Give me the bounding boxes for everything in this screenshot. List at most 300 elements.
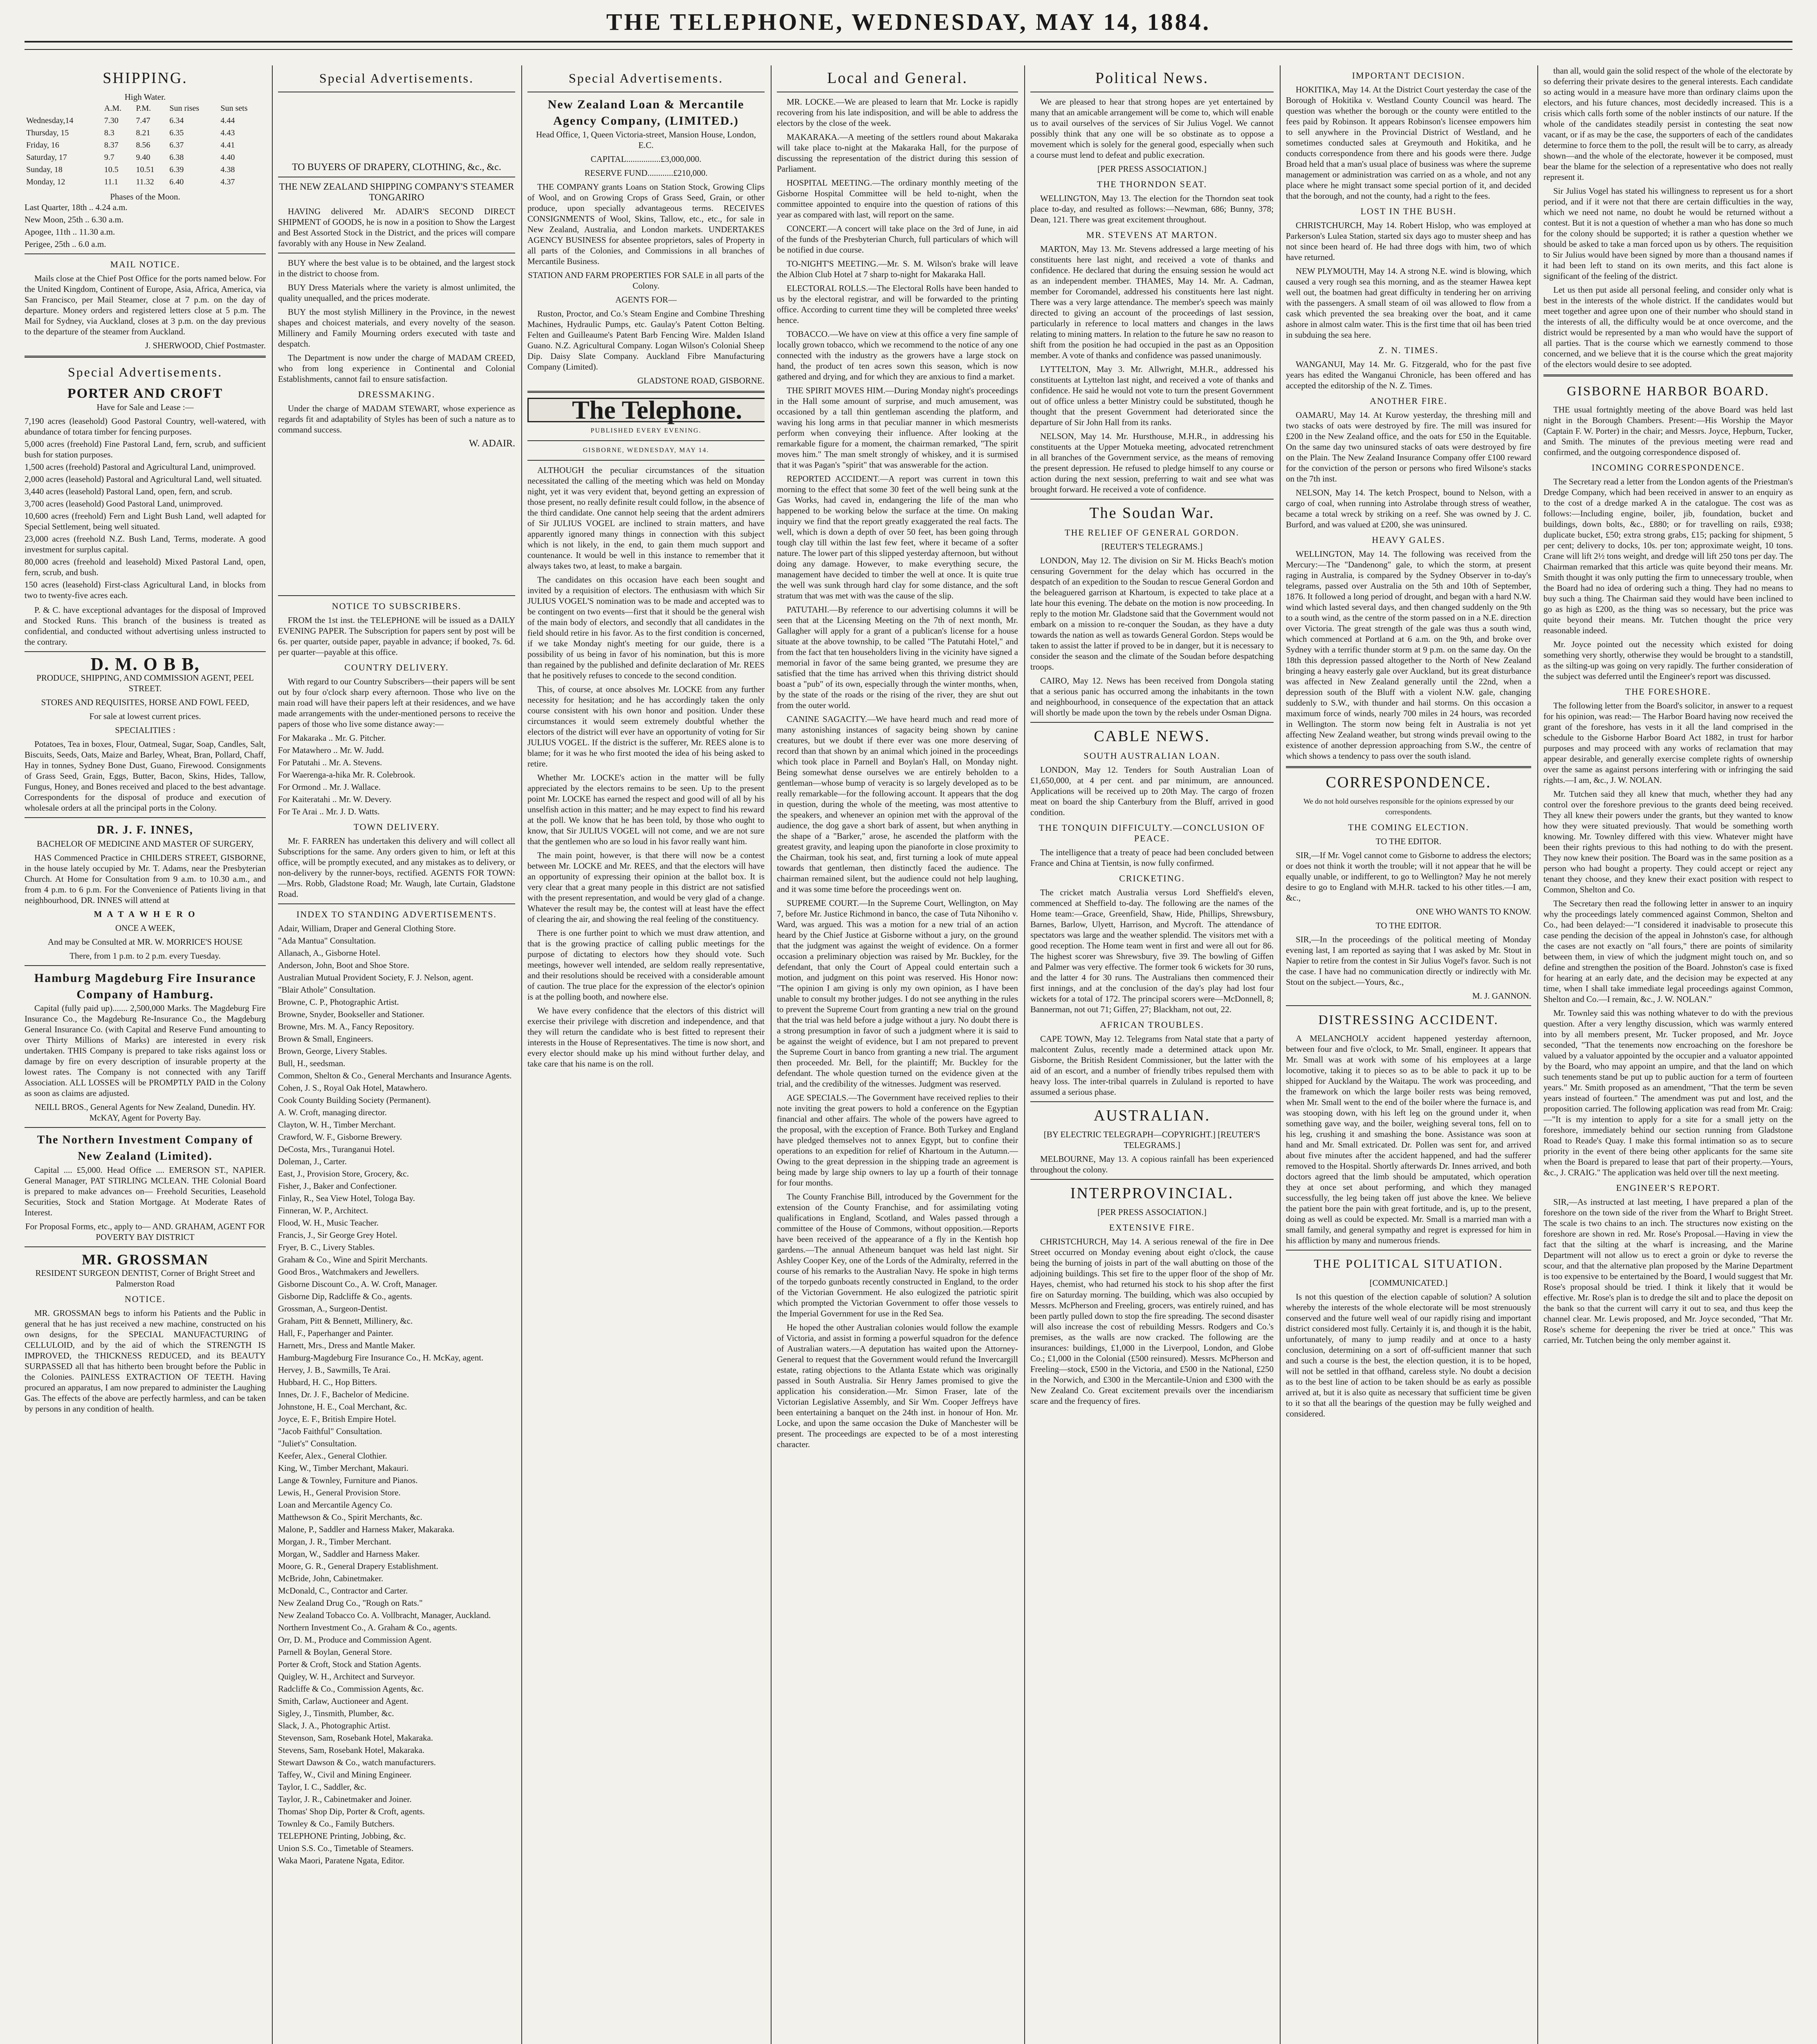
nz-loan-capital: CAPITAL................£3,000,000. — [590, 154, 702, 164]
press-association-label: [PER PRESS ASSOCIATION.] — [1097, 164, 1207, 174]
index-entry: Taylor, I. C., Saddler, &c. — [278, 1782, 367, 1792]
australian-heading: AUSTRALIAN. — [1093, 1107, 1211, 1124]
index-entry: Gisborne Dip, Radcliffe & Co., agents. — [278, 1291, 412, 1301]
bush-title: LOST IN THE BUSH. — [1360, 206, 1457, 216]
section-divider — [25, 1246, 266, 1247]
special-ads-heading: Special Advertisements. — [568, 71, 724, 85]
index-entry: King, W., Timber Merchant, Makauri. — [278, 1463, 409, 1473]
dmo-text: Potatoes, Tea in boxes, Flour, Oatmeal, Sugar, Soap, Candles, Salt, Biscuits, Seeds, Oats, Maize and Barley, Wheat, Bran, Pollard, Chaff, Hay in tonnes, Sydney Bone Dust, Guano, Firewood. Consignments of Grass Seed, Grain, Eggs, Butter, Bacon, Skins, Hides, Tallow, Fungus, Honey, and Bones received and placed to the best advantage. Correspondents for the disposal of produce and execution of wholesale orders at all the principal ports in the Colony. — [25, 739, 266, 813]
news-item: TOBACCO.—We have on view at this office a very fine sample of locally grown tobacco, which we recommend to the notice of any one connected with the industry as the growers have a large stock on hand, the product of ten acres sown this season, which is now gathered and drying, and for which they are anxious to find a market. — [777, 329, 1018, 381]
decision-text: HOKITIKA, May 14. At the District Court yesterday the case of the Borough of Hokitika v. Westland County Council was heard. The question was whether the borough or the county were entitled to the fees paid by Robinson. It appears Robinson's licensee empowers him to sell anywhere in the Provincial District of Westland, and he sometimes conducted sales at Greymouth and Hokitika, and he conducts correspondence from there and his goods were there. Judge Broad held that a man's usual place of business was where the supreme management or administration was carried on as a whole, and not any place where he might transact some special portion of it, and decided that the borough, and not the county, had a right to the fees. — [1286, 85, 1531, 201]
index-entry: Browne, C. P., Photographic Artist. — [278, 997, 399, 1007]
list-item: For Matawhero .. Mr. W. Judd. — [278, 745, 384, 755]
index-entry: Graham, Pitt & Bennett, Millinery, &c. — [278, 1316, 413, 1326]
tongariro-text: HAVING delivered Mr. ADAIR'S SECOND DIRECT SHIPMENT of GOODS, he is now in a position to Show the Largest and Best Assorted Stock in the District, and the prices will compare favorably with any House in New Zealand. — [278, 206, 515, 248]
index-entry: Fryer, B. C., Livery Stables. — [278, 1242, 375, 1252]
nz-loan-address: GLADSTONE ROAD, GISBORNE. — [637, 376, 765, 385]
section-divider — [1030, 1179, 1274, 1180]
news-item: HOSPITAL MEETING.—The ordinary monthly meeting of the Gisborne Hospital Committee will be held to-night, when the committee appointed to enquire into the question of rations of this year as compared with last, will report on the same. — [777, 178, 1018, 220]
decision-title: IMPORTANT DECISION. — [1352, 70, 1465, 81]
index-entry: Allanach, A., Gisborne Hotel. — [278, 948, 381, 958]
gales-title: HEAVY GALES. — [1372, 535, 1445, 545]
subscribers-notice-text: FROM the 1st inst. the TELEPHONE will be issued as a DAILY EVENING PAPER. The Subscription for papers sent by post will be 6s. per quarter, outside paper, payable in advance; if booked, 7s. 6d. per quarter—payable at this office. — [278, 615, 515, 657]
political-news-heading: Political News. — [1095, 69, 1209, 87]
index-entry: TELEPHONE Printing, Jobbing, &c. — [278, 1831, 406, 1841]
porter-croft-subtitle: Have for Sale and Lease :— — [96, 402, 194, 412]
mail-notice-title: MAIL NOTICE. — [110, 259, 180, 269]
news-item: MR. LOCKE.—We are pleased to learn that Mr. Locke is rapidly recovering from his late indisposition, and will be able to address the electors by the close of the week. — [777, 97, 1018, 128]
cable-news-heading: CABLE NEWS. — [1094, 728, 1210, 745]
news-item: MAKARAKA.—A meeting of the settlers round about Makaraka will take place to-night at the Makaraka Hall, for the purpose of discussing the representation of the district during this session of Parliament. — [777, 132, 1018, 174]
column-drapery — [278, 65, 515, 2044]
section-divider — [1286, 1005, 1531, 1006]
index-entry: Johnstone, H. E., Coal Merchant, &c. — [278, 1402, 407, 1412]
column-loan-editorial — [527, 65, 765, 2044]
list-item: 150 acres (leasehold) First-class Agricultural Land, in blocks from two to twenty-five acres each. — [25, 580, 266, 600]
tide-row — [25, 127, 266, 139]
tide-cell: 6.35 — [169, 128, 184, 137]
northern-investment-title: The Northern Investment Company of New Zealand (Limited). — [37, 1134, 253, 1163]
harbor-board-heading: GISBORNE HARBOR BOARD. — [1567, 383, 1770, 398]
index-entry: Sigley, J., Tinsmith, Plumber, &c. — [278, 1708, 394, 1718]
index-entry: Grossman, A., Surgeon-Dentist. — [278, 1304, 388, 1313]
column-local-general — [777, 65, 1018, 2044]
index-entry: Morgan, W., Saddler and Harness Maker. — [278, 1549, 420, 1559]
column-political-news — [1030, 65, 1274, 2044]
index-entry: Crawford, W. F., Gisborne Brewery. — [278, 1132, 402, 1142]
blank-space — [278, 452, 515, 591]
tide-row — [25, 164, 266, 176]
tide-cell: Sunday, 18 — [26, 165, 63, 174]
to-editor-label: TO THE EDITOR. — [1375, 836, 1442, 846]
section-divider — [25, 253, 266, 254]
index-entry: Brown, George, Livery Stables. — [278, 1046, 387, 1056]
hamburg-agents: NEILL BROS., General Agents for New Zealand, Dunedin. HY. McKAY, Agent for Poverty Bay. — [35, 1102, 256, 1123]
list-item: 3,700 acres (leasehold) Good Pastoral Land, unimproved. — [25, 499, 223, 509]
australian-text: MELBOURNE, May 13. A copious rainfall has been experienced throughout the colony. — [1030, 1154, 1274, 1174]
adair-signature: W. ADAIR. — [469, 438, 515, 449]
tide-cell: 6.37 — [169, 141, 184, 150]
communicated-label: [COMMUNICATED.] — [1369, 1278, 1448, 1288]
tide-cell: 6.40 — [169, 177, 184, 186]
index-entry: McBride, John, Cabinetmaker. — [278, 1573, 384, 1583]
drapery-heading: TO BUYERS OF DRAPERY, CLOTHING, &c., &c. — [292, 162, 501, 173]
correspondence-heading: CORRESPONDENCE. — [1326, 774, 1492, 791]
tide-cell: Friday, 16 — [26, 141, 59, 150]
index-entry: Morgan, J. R., Timber Merchant. — [278, 1537, 391, 1546]
section-divider — [278, 903, 515, 904]
to-editor-label: TO THE EDITOR. — [1375, 921, 1442, 930]
innes-title: DR. J. F. INNES, — [97, 824, 193, 836]
nz-loan-text: THE COMPANY grants Loans on Station Stock, Growing Clips of Wool, and on Growing Crops of Grass Seed, Grain, or other produce, upon specially advantageous terms. RECEIVES CONSIGNMENTS of Wool, Skins, Tallow, etc., etc., for sale in New Zealand, Australia, and London markets. UNDERTAKES AGENCY BUSINESS for absentee proprietors, sales of Property in all parts of the Colonies, and Commissions in all branches of Mercantile Business. — [527, 182, 765, 266]
index-entry: Hamburg-Magdeburg Fire Insurance Co., H. McKay, agent. — [278, 1353, 484, 1363]
tide-row — [25, 151, 266, 164]
extensive-fire-title: EXTENSIVE FIRE. — [1109, 1222, 1195, 1233]
tide-cell: 8.56 — [136, 141, 150, 150]
innes-hours: There, from 1 p.m. to 2 p.m. every Tuesday. — [70, 951, 221, 961]
correspondence-disclaimer: We do not hold ourselves responsible for the opinions expressed by our correspondents. — [1303, 797, 1514, 816]
index-entry: DeCosta, Mrs., Turanganui Hotel. — [278, 1144, 395, 1154]
sa-loan-text: LONDON, May 12. Tenders for South Australian Loan of £1,650,000, at 4 per cent. and par minimum, are announced. Applications will be received up to 20th May. The cargo of frozen meat on board the ship Canterbury from the Bluff, arrived in good condition. — [1030, 765, 1274, 817]
section-divider — [25, 651, 266, 652]
cricket-title: CRICKETING. — [1119, 873, 1185, 883]
index-entry: Good Bros., Watchmakers and Jewellers. — [278, 1267, 419, 1277]
tide-row — [25, 114, 266, 127]
local-general-heading: Local and General. — [827, 69, 968, 87]
tide-cell: 8.3 — [104, 128, 114, 137]
index-entry: Browne, Snyder, Bookseller and Stationer. — [278, 1009, 424, 1019]
accident-text: A MELANCHOLY accident happened yesterday afternoon, between four and five o'clock, to Mr. Small, engineer. It appears that Mr. Small was at work with some of his employees at a large locomotive, taking it to pieces so as to be able to pack it up to be shipped for Auckland by the Waitapu. The work was proceeding, and the framework on which the large boiler rests was being removed, when Mr. Small went to the end of the boiler where the furnace is, and was stooping down, with his left leg on the ground under it, when something gave way, and the boiler, weighing several tons, fell on to his leg, crushing it and smashing the bone. Assistance was soon at hand and Mr. Small extricated. Dr. Pollen was sent for, and arrived about five minutes after the accident happened, and had the sufferer removed to the Hospital. Shortly afterwards Dr. Innes arrived, and both doctors agreed that the limb should be amputated, which operation they at once set about performing, and which they managed successfully, the leg being taken off just above the knee. We believe the patient bore the pain with great fortitude, and is, up to the present, doing as well as could be expected. Mr. Small is a married man with a small family, and general sympathy and regret is expressed for him in his affliction by many and numerous friends. — [1286, 1033, 1531, 1245]
index-entry: "Blair Athole" Consultation. — [278, 985, 376, 995]
index-entry: Stevens, Sam, Rosebank Hotel, Makaraka. — [278, 1745, 425, 1755]
index-entry: Browne, Mrs. M. A., Fancy Repository. — [278, 1022, 414, 1031]
country-delivery-text: With regard to our Country Subscribers—their papers will be sent out by four o'clock sharp every afternoon. Those who live on the main road will have their papers left at their residences, and we have made arrangements with the under-mentioned persons to receive the papers of those who live some distance away:— — [278, 677, 515, 729]
incoming-correspondence-title: INCOMING CORRESPONDENCE. — [1591, 462, 1745, 473]
tide-cell: 7.30 — [104, 116, 119, 125]
section-divider — [25, 965, 266, 966]
department-note: The Department is now under the charge of MADAM CREED, who from long experience in Continental and Colonial Establishments, cannot fail to ensure satisfaction. — [278, 353, 515, 384]
dmo-specialities-label: SPECIALITIES : — [115, 725, 175, 735]
editorial-paragraph: Whether Mr. LOCKE's action in the matter will be fully appreciated by the electors remains to be seen. Up to the present point Mr. LOCKE has earned the respect and good will of all by his unselfish action in this matter; and he may expect to find his reward at the poll. We know that he has been told, by those who ought to know, that Sir JULIUS VOGEL will not come, and we are not sure that the gentlemen who are so loud in his favor really want him. — [527, 773, 765, 846]
dressmaking-title: DRESSMAKING. — [358, 389, 435, 399]
special-ads-heading: Special Advertisements. — [67, 365, 223, 379]
tide-cell: 10.51 — [136, 165, 155, 174]
index-entry: McDonald, C., Contractor and Carter. — [278, 1586, 408, 1596]
tide-header-cell: Sun sets — [220, 104, 248, 113]
mail-notice-signature: J. SHERWOOD, Chief Postmaster. — [145, 341, 266, 350]
thorndon-title: THE THORNDON SEAT. — [1097, 179, 1207, 189]
african-text: CAPE TOWN, May 12. Telegrams from Natal state that a party of malcontent Zulus, recently made a determined attack upon Mr. Gisborne, the British Resident Commissioner, but the latter with the aid of an escort, and a number of friendly tribes repulsed them with heavy loss. The inter-tribal quarrels in Zululand is reported to have assumed a serious phase. — [1030, 1034, 1274, 1097]
buy-line: BUY where the best value is to be obtained, and the largest stock in the district to choose from. — [278, 258, 515, 278]
dmo-line: For sale at lowest current prices. — [89, 711, 201, 721]
tide-cell: 11.1 — [104, 177, 119, 186]
index-entry: Porter & Croft, Stock and Station Agents. — [278, 1659, 421, 1669]
grossman-notice-label: NOTICE. — [124, 1294, 166, 1304]
tide-cell: 4.37 — [220, 177, 235, 186]
index-entry: Keefer, Alex., General Clothier. — [278, 1451, 387, 1461]
list-item: 10,600 acres (freehold) Fern and Light Bush Land, well adapted for Special Settlement, being well situated. — [25, 511, 266, 531]
section-divider — [527, 391, 765, 393]
extensive-fire-text: CHRISTCHURCH, May 14. A serious renewal of the fire in Dee Street occurred on Monday evening about eight o'clock, the cause being the burning of joists in part of the wall abutting on those of the adjoining buildings. This set fire to the upper floor of the shop of Mr. Hayes, chemist, who had returned his stock to his shop after the first fire on Saturday morning. The building, which was also occupied by Messrs. McPherson and Freeling, grocers, was entirely ruined, and has been partly pulled down to stop the fire spreading. The second disaster will also increase the cost of rebuilding Messrs. Rodgers and Co.'s premises, as the walls are now cracked. The following are the insurances: buildings, £1,000 in the Liverpool, London, and Globe Co.; £1,000 in the Colonial (£500 reinsured). Messrs. McPherson and Freeling—stock, £500 in the Victoria, and £500 in the National, £250 in the Norwich, and £300 in the Mercantile-Union and £300 with the New Zealand Co. Great excitement prevails over the incendiarism scare and the frequency of fires. — [1030, 1237, 1274, 1406]
foreshore-text: Mr. Townley said this was nothing whatever to do with the previous question. After a very lengthy discussion, which was warmly entered into by all members present, Mr. Tucker proposed, and Mr. Joyce seconded, "That the tenements now encroaching on the foreshore be valued by a valuator appointed by the occupier and a valuator appointed by the Board, who may appoint an umpire, and that the land on which such tenements stand be put up to public auction for a term of fourteen years." Mr. Smith proposed as an amendment, "That the term be seven years instead of fourteen." The amendment was put and lost, and the proposition carried. The following application was read from Mr. Craig:—"It is my intention to apply for a site for a small jetty on the foreshore, immediately behind our section running from Gladstone Road to Reade's Quay. I make this formal intimation so as to secure priority in the event of there being other applicants for the same site when the Board is prepared to lease that part of their property.—Yours, &c., J. CRAIG." The application was held over till the next meeting. — [1543, 1008, 1793, 1177]
tide-cell: 4.38 — [220, 165, 235, 174]
foreshore-text: The Secretary then read the following letter in answer to an inquiry why the proceedings lately commenced against Common, Shelton and Co., had been delayed:—"I considered it inadvisable to prosecute this case pending the decision of the appeal in Johnston's case, for although the cases are not exactly on "all fours," there are points of similarity between them, in view of which the judgment might touch on, and so define and strengthen the position of the Board. Johnston's case is fixed for hearing at an early date, and the decision may be expected at any time, when I shall take immediate legal proceedings against Common, Shelton and Co.—I remain, &c., J. W. NOLAN." — [1543, 899, 1793, 1004]
tide-row — [25, 139, 266, 151]
hamburg-title: Hamburg Magdeburg Fire Insurance Company of Hamburg. — [34, 971, 256, 1001]
index-entry: Flood, W. H., Music Teacher. — [278, 1218, 379, 1228]
continued-text: Let us then put aside all personal feeling, and consider only what is best in the interests of the whole district. If the candidates would but meet together and agree upon one of their number who should stand in the interests of all, the difficulty would be at once overcome, and the district would be represented by a man who would have the support of all parties. That is the course which we earnestly commend to those concerned, and we believe that it is the course which the great majority of the electors would desire to see adopted. — [1543, 285, 1793, 369]
index-entry: Adair, William, Draper and General Clothing Store. — [278, 923, 456, 933]
dmo-subtitle: PRODUCE, SHIPPING, AND COMMISSION AGENT, PEEL STREET. — [36, 673, 254, 693]
dmo-line: STORES AND REQUISITES, HORSE AND FOWL FEED, — [41, 697, 249, 707]
section-divider — [25, 356, 266, 358]
thorndon-text: WELLINGTON, May 13. The election for the Thorndon seat took place to-day, and resulted as follows:—Newman, 686; Bunny, 378; Dean, 121. There was great excitement throughout. — [1030, 193, 1274, 224]
index-entry: Anderson, John, Boot and Shoe Store. — [278, 960, 409, 970]
index-entry: "Ada Mantua" Consultation. — [278, 936, 376, 946]
list-item: For Te Arai .. Mr. J. D. Watts. — [278, 807, 380, 816]
index-entry: New Zealand Tobacco Co. A. Vollbracht, Manager, Auckland. — [278, 1610, 491, 1620]
tide-table-header — [25, 102, 266, 114]
index-entry: East, J., Provision Store, Grocery, &c. — [278, 1169, 409, 1179]
coming-election-title: THE COMING ELECTION. — [1348, 822, 1469, 832]
section-divider — [527, 460, 765, 461]
moon-phases-list — [25, 202, 266, 249]
section-divider — [278, 595, 515, 596]
nz-loan-reserve: RESERVE FUND............£210,000. — [584, 168, 708, 178]
gordon-title: THE RELIEF OF GENERAL GORDON. — [1065, 527, 1239, 538]
continued-text: than all, would gain the solid respect of the whole of the electorate by so deferring their private desires to the general interests. Each candidate so acting would in a measure have more than ordinary claims upon the electors, and his future chances, most decidedly increased. This is a crisis which calls forth some of the nobler instincts of our nature. If the whole of the candidates steadily persist in contesting the seat now vacant, or if as may be the case, the supporters of each of the candidates determine to force them to the poll, the result will be to carry, as already shown—and the whole of the electorate, however it be composed, must bear the blame for the selection of a representative who does not really represent it. — [1543, 66, 1793, 182]
column-divider — [1024, 65, 1025, 2044]
moon-phases-label: Phases of the Moon. — [110, 192, 180, 202]
tide-cell: Monday, 12 — [26, 177, 65, 186]
porter-croft-list — [25, 416, 266, 601]
agents-label: AGENTS FOR— — [615, 295, 677, 305]
masthead-rule-top — [25, 41, 1792, 43]
porter-croft-footer: P. & C. have exceptional advantages for the disposal of Improved and Stocked Runs. This branch of the business is treated as confidential, and conducted without advertising unless instructed to the contrary. — [25, 605, 266, 647]
editorial-paragraph: This, of course, at once absolves Mr. LOCKE from any further necessity for hesitation; and he has accordingly taken the only course consistent with his own honor and position. Under these circumstances it would seem extremely doubtful whether the electors of the district will ever have an opportunity of voting for Sir JULIUS VOGEL. If the district is the sufferer, Mr. REES alone is to blame; for it was he who first mooted the idea of his being asked to retire. — [527, 684, 765, 769]
harbor-board-text: The Secretary read a letter from the London agents of the Priestman's Dredge Company, which had been received in answer to an enquiry as to the cost of a dredge marked A in the catalogue. The cost was as follows:—Including engine, boiler, jib, foundation, bucket and buildings, down bolts, &c., £880; or for travelling on rails, £938; duplicate bucket, £50; extra strong grabs, £15; packing for shipment, 5 per cent; delivery to docks, 10s. per ton; approximate weight, 10 tons. Crane will lift 2½ tons weight, and dredge will lift 250 tons per day. The Chairman remarked that this article was quite beyond their means. Mr. Smith thought it was only putting the firm to unnecessary trouble, when the Board had no idea of ordering such a thing. They had no means to buy such a thing. The Chairman said they would have been inclined to go as high as £200, as the thing was so necessary, but the price was quite beyond their means. Mr. Tutchen thought the price very reasonable indeed. — [1543, 477, 1793, 635]
tide-cell: 11.32 — [136, 177, 154, 186]
hursthouse-text: NELSON, May 14. Mr. Hursthouse, M.H.R., in addressing his constituents at the Upper Motueka meeting, advocated retrenchment in all branches of the Government service, as the means of removing the present depression. He refused to pledge himself to any course or action during the next session, preferring to wait and see what was brought forward. He received a vote of confidence. — [1030, 431, 1274, 494]
wind-text: NEW PLYMOUTH, May 14. A strong N.E. wind is blowing, which caused a very rough sea this morning, and as the steamer Hawea kept well out, the boatmen had great difficulty in tendering her on arriving with the passengers. A small steam of oil was allowed to flow from a cask which prevented the sea breaking over the boat, and it came ashore in almost calm water. This is the first time that oil has been tried in subduing the sea here. — [1286, 266, 1531, 340]
sa-loan-title: SOUTH AUSTRALIAN LOAN. — [1083, 751, 1220, 761]
innes-subtitle: BACHELOR OF MEDICINE AND MASTER OF SURGERY, — [37, 839, 253, 849]
index-entry: Union S.S. Co., Timetable of Steamers. — [278, 1843, 414, 1853]
harbor-board-text: Mr. Joyce pointed out the necessity which existed for doing something very shortly, otherwise they would be brought to a standstill, as the silting-up was going on very rapidly. The further consideration of the subject was deferred until the Engineer's report was discussed. — [1543, 639, 1793, 681]
innes-location: And may be Consulted at MR. W. MORRICE'S HOUSE — [47, 937, 243, 947]
northern-investment-agent: For Proposal Forms, etc., apply to— AND. GRAHAM, AGENT FOR POVERTY BAY DISTRICT — [25, 1221, 265, 1242]
list-item: 5,000 acres (freehold) Fine Pastoral Land, fern, scrub, and sufficient bush for station purposes. — [25, 439, 266, 459]
tide-cell: 4.40 — [220, 153, 235, 162]
news-item: AGE SPECIALS.—The Government have received replies to their note inviting the great powers to hold a conference on the Egyptian financial and other affairs. The whole of the powers have agreed to the proposal, with the exception of France. Both Turkey and England have pledged themselves not to annex Egypt, but to confine their operations to an expedition for relief of Khartoum in the Autumn.—Owing to the great depression in the shipping trade an agreement is being made by large ship owners to lay up a fourth of their tonnage for four months. — [777, 1093, 1018, 1188]
hamburg-text: Capital (fully paid up)....... 2,500,000 Marks. The Magdeburg Fire Insurance Co., the Magdeburg Re-Insurance Co., the Magdeburg General Insurance Co. (with Capital and Reserve Fund amounting to over Thirty Millions of Marks) are interested in every risk undertaken. THIS Company is prepared to take risks against loss or damage by fire on every description of insurable property at the lowest rates. The Company is not connected with any Tariff Association. ALL LOSSES will be PROMPTLY PAID in the Colony as soon as claims are adjusted. — [25, 1003, 266, 1098]
tide-row — [25, 176, 266, 188]
foreshore-title: THE FORESHORE. — [1625, 686, 1712, 697]
porter-croft-title: PORTER AND CROFT — [67, 386, 223, 401]
index-entry: Slack, J. A., Photographic Artist. — [278, 1721, 390, 1730]
section-divider — [1030, 722, 1274, 723]
index-entry: Hall, F., Paperhanger and Painter. — [278, 1328, 393, 1338]
letter-signature: ONE WHO WANTS TO KNOW. — [1416, 907, 1531, 917]
letter-text: SIR,—If Mr. Vogel cannot come to Gisborne to address the electors; or does not think it worth the trouble; will it not appear that he will be equally unable, or indifferent, to go to Wellington? May he not merely desire to go to England with M.H.R. tacked to his other titles.—I am, &c., — [1286, 850, 1531, 903]
harbor-board-intro: THE usual fortnightly meeting of the above Board was held last night in the Borough Chambers. Present:—His Worship the Mayor (Captain F. W. Porter) in the chair; and Messrs. Joyce, Hepburn, Tucker, and Smith. The minutes of the previous meeting were read and confirmed, and the outgoing correspondence disposed of. — [1543, 405, 1793, 457]
country-delivery-title: COUNTRY DELIVERY. — [344, 662, 449, 672]
column-divider — [1280, 65, 1281, 2044]
index-entry: Radcliffe & Co., Commission Agents, &c. — [278, 1684, 424, 1694]
index-title: INDEX TO STANDING ADVERTISEMENTS. — [296, 909, 497, 919]
news-item: THE SPIRIT MOVES HIM.—During Monday night's proceedings in the Hall some amount of surprise, and much amusement, was occasioned by a tall thin gentleman ascending the platform, and waving his long arms in that peculiar manner in which mesmerists perform when conveying their influence. After looking at the remarkable figure for a moment, the chairman remarked, "The spirit moves him." The man smelt strongly of whiskey, and it is surmised that it was Pagan's "spirit" that was answerable for the action. — [777, 385, 1018, 470]
tide-cell: 4.44 — [220, 116, 235, 125]
telegraph-label: [BY ELECTRIC TELEGRAPH—COPYRIGHT.] [REUTER'S TELEGRAMS.] — [1043, 1130, 1261, 1150]
stevens-text: MARTON, May 13. Mr. Stevens addressed a large meeting of his constituents here last night, and received a vote of thanks and confidence. He declared that during the ensuing session he would act as an independent member. THAMES, May 14. Mr. A. Cadman, member for Coromandel, addressed his constituents here last night. There was a very large attendance. The member's speech was mainly directed to giving an account of the proceedings of last session, particularly in reference to local matters and changes in the laws relating to mining matters. In relation to the future he saw no reason to shift from the position he had occupied in the past as an Opposition member. A vote of thanks and confidence was passed unanimously. — [1030, 244, 1274, 360]
editorial-paragraph: The candidates on this occasion have each been sought and invited by a requisition of electors. The enthusiasm with which Sir JULIUS VOGEL'S nomination was to be made and accepted was to be contingent on two events—first that it should be the general wish of the main body of electors, and secondly that all candidates in the field should retire in his favor. As to the first condition is concerned, if we take Monday night's meeting for our guide, there is a possibility of us being in favor of his nomination, but this is more than regained by the published and definite declaration of Mr. REES that he positively refuses to concede to the second condition. — [527, 575, 765, 680]
index-entry: Townley & Co., Family Butchers. — [278, 1819, 395, 1829]
list-item: For Waerenga-a-hika Mr. R. Colebrook. — [278, 770, 415, 780]
list-item: For Patutahi .. Mr. A. Stevens. — [278, 758, 382, 767]
section-divider — [1030, 499, 1274, 500]
section-divider — [25, 817, 266, 818]
foreshore-text: Mr. Tutchen said they all knew that much, whether they had any control over the foreshore previous to the grants deed being received. They all knew their powers under the grants, but they wanted to know how they were situated previously. That would be something worth knowing. Mr. Townley differed with this view. Whatever might have been their rights previous to this had nothing to do with the present. They now knew their position. The Board was in the same position as a person who had bought a property. They could accept or reject any tenant they choose, and they knew their exact position with respect to Common, Shelton and Co. — [1543, 789, 1793, 894]
tide-cell: 6.39 — [169, 165, 184, 174]
section-divider — [1286, 1250, 1531, 1251]
index-entry: "Juliet's" Consultation. — [278, 1439, 357, 1448]
list-item: New Moon, 25th .. 6.30 a.m. — [25, 215, 124, 224]
section-divider — [527, 440, 765, 441]
index-entry: Bull, H., seedsman. — [278, 1058, 345, 1068]
index-entry: Moore, G. R., General Drapery Establishment. — [278, 1561, 438, 1571]
column-divider — [521, 65, 522, 2044]
index-entry: Thomas' Shop Dip, Porter & Croft, agents. — [278, 1806, 425, 1816]
buy-line: BUY the most stylish Millinery in the Province, in the newest shapes and choicest materials, and every novelty of the season. Millinery and Family Mourning orders executed with taste and despatch. — [278, 307, 515, 349]
country-delivery-list — [278, 733, 515, 817]
index-entry: Stewart Dawson & Co., watch manufacturers. — [278, 1757, 436, 1767]
town-delivery-title: TOWN DELIVERY. — [353, 822, 440, 832]
tide-header-cell: P.M. — [136, 104, 151, 113]
index-entry: Gisborne Discount Co., A. W. Croft, Manager. — [278, 1279, 437, 1289]
tonquin-title: THE TONQUIN DIFFICULTY.—CONCLUSION OF PEACE. — [1039, 823, 1265, 843]
index-entry: Clayton, W. H., Timber Merchant. — [278, 1120, 396, 1130]
news-item: CANINE SAGACITY.—We have heard much and read more of many astonishing instances of sagacity being shown by canine creatures, but we doubt if there ever was one more deserving of record than that shown by an animal which joined in the proceedings which took place in Parnell and Boylan's Hall, on Monday night. Being somewhat dense ourselves we are entirely beholden to a gentleman—whose bump of veracity is so largely developed as to be really remarkable—for the following account. It appears that the dog in question, during the whole of the meeting, was most attentive to the speakers, and whenever an opinion met with the approval of the audience, the dog gave a short bark of assent, but when anything in the shape of a "Barker," arose, he ascended the platform with the greatest gravity, and leaping upon the pianoforte in close proximity to the Chairman, took his seat, and, first turning a look of mute appeal towards that gentleman, then distinctly faced the audience. The chairman remained silent, but the audience could not help laughing, and it was some time before the proceedings went on. — [777, 714, 1018, 894]
column-divider — [1537, 65, 1538, 2044]
station-properties: STATION AND FARM PROPERTIES FOR SALE in all parts of the Colony. — [528, 270, 764, 291]
tide-cell: 10.5 — [104, 165, 119, 174]
allwright-text: LYTTELTON, May 3. Mr. Allwright, M.H.R., addressed his constituents at Lyttelton last night, and received a vote of thanks and confidence. He said he would not vote to turn the present Government out of office unless a better Ministry could be substituted, though he thought that the present Government had deteriorated since the departure of Sir John Hall from its ranks. — [1030, 364, 1274, 427]
masthead-rule-bottom — [25, 49, 1792, 50]
editorial-paragraph: We have every confidence that the electors of this district will exercise their privilege with discretion and independence, and that they will return the candidate who is best fitted to represent their interests in the House of Representatives. The time is now short, and every elector should make up his mind without further delay, and take care that his name is on the roll. — [527, 1006, 765, 1069]
index-entry: Doleman, J., Carter. — [278, 1156, 347, 1166]
index-entry: Hervey, J. B., Sawmills, Te Arai. — [278, 1365, 390, 1375]
index-entry: "Jacob Faithful" Consultation. — [278, 1426, 382, 1436]
news-item: ELECTORAL ROLLS.—The Electoral Rolls have been handed to us by the electoral registrar, and will be forwarded to the printing office. According to current time they will be completed three weeks' hence. — [777, 283, 1018, 325]
stevens-title: MR. STEVENS AT MARTON. — [1086, 230, 1218, 240]
grossman-title: MR. GROSSMAN — [82, 1251, 209, 1268]
index-entry: Smith, Carlaw, Auctioneer and Agent. — [278, 1696, 408, 1706]
foreshore-text: The following letter from the Board's solicitor, in answer to a request for his opinion, was read:— The Harbor Board having now received the grant of the foreshore, has vests in it all the land comprised in the schedule to the Gisborne Harbor Board Act 1882, in trust for harbor purposes and may proceed with any works of reclamation that may appear desirable, and generally exercise complete rights of ownership over the same as against persons interfering with or infringing the said rights.—I am, &c., J. W. NOLAN. — [1543, 701, 1793, 785]
political-situation-heading: THE POLITICAL SITUATION. — [1314, 1257, 1503, 1271]
index-entry: Loan and Mercantile Agency Co. — [278, 1500, 393, 1510]
index-entry: Cohen, J. S., Royal Oak Hotel, Matawhero. — [278, 1083, 428, 1093]
tonquin-text: The intelligence that a treaty of peace had been concluded between France and China at Tientsin, is now fully confirmed. — [1030, 847, 1274, 868]
tide-cell: 4.43 — [220, 128, 235, 137]
letter-signature: M. J. GANNON. — [1472, 991, 1531, 1001]
tide-cell: 6.38 — [169, 153, 184, 162]
blank-space — [278, 96, 515, 162]
list-item: 3,440 acres (leasehold) Pastoral Land, open, fern, and scrub. — [25, 486, 232, 496]
news-item: CONCERT.—A concert will take place on the 3rd of June, in aid of the funds of the Presbyterian Church, full particulars of which will be notified in due course. — [777, 224, 1018, 255]
innes-frequency: ONCE A WEEK, — [115, 923, 175, 933]
telephone-masthead-logo: The Telephone. — [527, 398, 765, 422]
index-entry: Lange & Townley, Furniture and Pianos. — [278, 1475, 418, 1485]
tongariro-title: THE NEW ZEALAND SHIPPING COMPANY'S STEAMER TONGARIRO — [279, 182, 514, 202]
news-item: PATUTAHI.—By reference to our advertising columns it will be seen that at the Licensing Meeting on the 7th of next month, Mr. Gallagher will apply for a grant of a publican's license for a house situate at the above township, to be called "The Patutahi Hotel," and from the fact that ten householders living in the vicinity have signed a memorial in favor of the same being granted, we presume they are satisfied that the time has arrived when this thriving district should boast a "pub" of its own, especially through the winter months, when, by the state of the roads or the rising of the river, they are shut out from the outer world. — [777, 605, 1018, 710]
reuter-label: [REUTER'S TELEGRAMS.] — [1101, 542, 1203, 551]
column-divider — [771, 65, 772, 2044]
mail-notice-text: Mails close at the Chief Post Office for the ports named below. For the United Kingdom, Continent of Europe, Asia, Africa, America, via San Francisco, per Mail Steamer, close at 7 p.m. on the day of departure. Money orders and registered letters close at 5 p.m. The Mail for Sydney, via Auckland, closes at 3 p.m. on the day previous to the departure of the steamer from Auckland. — [25, 273, 266, 336]
index-entry: Francis, J., Sir George Grey Hotel. — [278, 1230, 397, 1240]
list-item: For Ormond .. Mr. J. Wallace. — [278, 782, 381, 792]
section-divider — [1543, 374, 1793, 377]
buy-line: BUY Dress Materials where the variety is almost unlimited, the quality unequalled, and the prices moderate. — [278, 282, 515, 303]
index-entry: Hubbard, H. C., Hop Bitters. — [278, 1377, 377, 1387]
tide-header-cell: Sun rises — [169, 104, 200, 113]
section-divider — [1286, 766, 1531, 768]
cricket-text: The cricket match Australia versus Lord Sheffield's eleven, commenced at Sheffield to-day. The following are the names of the Home team:—Grace, Greenfield, Shaw, Hide, Phillips, Shrewsbury, Barnes, Barlow, Ulyett, Harrison, and Mycroft. The attendance of spectators was large and the weather splendid. The visitors met with a good reception. The Home team went in first and were all out for 86. The highest scorer was Shrewsbury, five 39. The bowling of Giffen and Palmer was very effective. The former took 6 wickets for 30 runs, and the latter 4 for 30 runs. The Australians then commenced their first innings, and at the conclusion of the day's play had lost four wickets for a total of 172. The principal scorers were—McDonnell, 8; Bannerman, not out 71; Giffen, 27; Blackham, not out, 22. — [1030, 888, 1274, 1014]
continued-text: Sir Julius Vogel has stated his willingness to represent us for a short period, and if it were not that there are certain difficulties in the way, which we need not name, no doubt he would be returned without a contest. But it is not a question of whether a man who has done so much for the colony should be supported; it is rather a question whether we should be asked to take a man forced upon us by others. The requisition to Sir Julius would have been signed by more than a thousand names if it had been left to stand on its own merits, and this fact alone is significant of the feeling of the district. — [1543, 186, 1793, 281]
published-line: PUBLISHED EVERY EVENING. — [590, 427, 702, 434]
index-entry: Taffey, W., Civil and Mining Engineer. — [278, 1770, 412, 1780]
tide-table — [25, 102, 266, 188]
political-situation-text: Is not this question of the election capable of solution? A solution whereby the interests of the whole electorate will be most strenuously conserved and the future well weal of our rapidly rising and important district considered most fully. Certainly it is, and though it is the habit, unfortunately, of many to jump readily and at once to a hasty conclusion, determining on a sort of off-sufficient manner that such and such a course is the best, the election question, it is to be hoped, will not be settled in that offhand, careless style. No doubt a decision as to the best line of action to be taken should be as early as possible arrived at, but it is also quite as necessary that sufficient time be given to it so that all the bearings of the question may be fully weighed and considered. — [1286, 1292, 1531, 1419]
news-item: REPORTED ACCIDENT.—A report was current in town this morning to the effect that some 30 feet of the well being sunk at the Gas Works, had caved in, endangering the life of the man who happened to be working below the surface at the time. On making inquiry we find that the report greatly exaggerated the real facts. The well, which is down a depth of over 50 feet, has been going through tough clay till within the last few feet, where it became of a softer nature. The lower part of this slipped yesterday afternoon, but without doing any damage. However, to make everything secure, the management have decided to timber the well at once. It is quite true the well was sunk through hard clay for some distance, and the soft stratum that was met with was the cause of the slip. — [777, 474, 1018, 601]
tide-cell: 8.37 — [104, 141, 119, 150]
another-fire-title: ANOTHER FIRE. — [1370, 396, 1447, 406]
tide-cell: 8.21 — [136, 128, 150, 137]
dateline: GISBORNE, WEDNESDAY, MAY 14. — [583, 447, 709, 454]
news-item: The County Franchise Bill, introduced by the Government for the extension of the County Franchise, and for assimilating voting qualifications in England, Scotland, and Wales passed through a committee of the House of Commons, without opposition.—Reports have been received of the appearance of a fly in the Kentish hop gardens.—The annual Atheneum banquet was held last night. Sir Ashley Cooper Key, one of the Lords of the Admiralty, referred in the course of his remarks to the Australian Navy. He spoke in high terms of the torpedo gunboats recently constructed in England, to the order of the Victorian Government. He also eulogized the patriotic spirit which prompted the Victorian Government to offer those vessels to the Imperial Government for use in the Red Sea. — [777, 1192, 1018, 1318]
index-entry: Stevenson, Sam, Rosebank Hotel, Makaraka. — [278, 1733, 433, 1743]
index-entry: Finlay, R., Sea View Hotel, Tologa Bay. — [278, 1193, 415, 1203]
index-entry: Quigley, W. H., Architect and Surveyor. — [278, 1672, 415, 1681]
section-divider — [25, 1127, 266, 1128]
subscribers-notice-title: NOTICE TO SUBSCRIBERS. — [332, 601, 462, 611]
list-item: Last Quarter, 18th .. 4.24 a.m. — [25, 202, 128, 212]
index-entry: New Zealand Drug Co., "Rough on Rats." — [278, 1598, 423, 1608]
cairo-text: CAIRO, May 12. News has been received from Dongola stating that a serious panic has occurred among the inhabitants in the town and neighbourhood, in consequence of the expectation that an attack will shortly be made upon the town by the rebels under Osman Digna. — [1030, 676, 1274, 717]
tide-cell: 4.41 — [220, 141, 235, 150]
news-item: TO-NIGHT'S MEETING.—Mr. S. M. Wilson's brake will leave the Albion Club Hotel at 7 sharp to-night for Makaraka Hall. — [777, 259, 1018, 279]
high-water-label: High Water. — [124, 92, 166, 102]
index-entry: Orr, D. M., Produce and Commission Agent. — [278, 1635, 432, 1645]
town-delivery-text: Mr. F. FARREN has undertaken this delivery and will collect all Subscriptions for the same. Any orders given to him, or left at this office, will be promptly executed, and any mistakes as to delivery, or non-delivery by the runner-boys, rectified. AGENTS FOR TOWN:—Mrs. Robb, Gladstone Road; Mr. Waugh, late Curtain, Gladstone Road. — [278, 836, 515, 899]
index-entry: Lewis, H., General Provision Store. — [278, 1488, 401, 1497]
nz-times-title: Z. N. TIMES. — [1378, 345, 1439, 355]
bush-text: CHRISTCHURCH, May 14. Robert Hislop, who was employed at Parkerson's Lulea Station, started six days ago to muster sheep and has not since been heard of. He had three dogs with him, two of which have returned. — [1286, 220, 1531, 262]
editorial-paragraph: ALTHOUGH the peculiar circumstances of the situation necessitated the calling of the meeting which was held on Monday night, yet it was very evident that, beyond getting an expression of those present, no really definite result could follow, in the absence of the third candidate. One cannot help seeing that the ardent admirers of Sir JULIUS VOGEL are inclined to strain matters, and have apparently ignored many things in connection with this subject which is not likely, in the end, to gain them much support and countenance. It would be well in this instance to remember that it always takes two, at least, to make a bargain. — [527, 465, 765, 571]
engineers-report-title: ENGINEER'S REPORT. — [1616, 1183, 1721, 1193]
index-entry: Northern Investment Co., A. Graham & Co., agents. — [278, 1623, 458, 1632]
press-association-label: [PER PRESS ASSOCIATION.] — [1097, 1207, 1207, 1217]
innes-text: HAS Commenced Practice in CHILDERS STREET, GISBORNE, in the house lately occupied by Mr. T. Adams, near the Presbyterian Church. At Home for Consultation from 9 a.m. to 10.30 a.m., and from 4 p.m. to 6 p.m. For the Convenience of Patients living in that neighbourhood, DR. INNES will attend at — [25, 853, 266, 905]
index-entry: Finneran, W. P., Architect. — [278, 1206, 368, 1215]
tide-cell: 9.7 — [104, 153, 114, 162]
dressmaking-text: Under the charge of MADAM STEWART, whose experience as regards fit and adaptability of Styles has been of such a nature as to command success. — [278, 403, 515, 435]
letter-text: SIR,—In the proceedings of the political meeting of Monday evening last, I am reported as saying that I was asked by Mr. Stout in Napier to retire from the contest in Sir Julius Vogel's favor. Such is not the case. I have had no communication directly or indirectly with Mr. Stout on the subject.—Yours, &c., — [1286, 935, 1531, 987]
index-entry: Joyce, E. F., British Empire Hotel. — [278, 1414, 396, 1424]
index-entry: Harnett, Mrs., Dress and Mantle Maker. — [278, 1340, 415, 1350]
news-item: SUPREME COURT.—In the Supreme Court, Wellington, on May 7, before Mr. Justice Richmond in banco, the case of Tuta Nihoniho v. Ward, was argued. This was a motion for a new trial of an action heard by the Chief Justice at Gisborne without a jury, on the ground that the judgment was against the weight of evidence. On a former occasion a preliminary objection was raised by Mr. Buckley, for the defendant, that only the Court of Appeal could entertain such a motion, and judgment on this point was reserved. His Honor now: "The opinion I am giving is only my own opinion, as I have been unable to consult my brother judges. I do not see anything in the rules to prevent the Supreme Court from granting a new trial on the ground that the trial was held before a judge without a jury. No doubt there is a strong presumption in favor of such a judgment where it is said to be against the weight of evidence, but I am not prepared to prevent the Supreme Court in banco from granting a new trial. The argument then proceeded. Mr. Bell, for the plaintiff; Mr. Buckley for the defendant. The whole question turned on the evidence given at the trial, and the credibility of the witnesses. Judgment was reserved. — [777, 898, 1018, 1089]
interprovincial-heading: INTERPROVINCIAL. — [1070, 1185, 1234, 1202]
engineers-report-text: SIR,—As instructed at last meeting, I have prepared a plan of the foreshore on the town side of the river from the Wharf to Bright Street. The scale is two chains to an inch. The structures now existing on the foreshore are shown in red. Mr. Rose's Proposal.—Having in view the fact that the silting at the wharf is increasing, and the Marine Department will not allow us to erect a groin or dyke to reverse the scour, and that the alternative plan proposed by the Marine Department is too expensive to be entertained by the Board, I would suggest that Mr. Rose's proposal should be tried. I think it likely that it would be effective. Mr. Rose's plan is to dredge the silt and to place the deposit on the bank so that the current will carry it out to sea, and thus keep the channel clear. Mr. Lewis proposed, and Mr. Joyce seconded, "That Mr. Rose's scheme for deepening the river be tried at once." This was carried, Mr. Tutchen being the only member against it. — [1543, 1197, 1793, 1345]
editorial-paragraph: The main point, however, is that there will now be a contest between Mr. LOCKE and Mr. REES, and that the electors will have an opportunity of expressing their opinion at the ballot box. It is very clear that a great many people in this district are not satisfied with the present representation, and would be very glad of a change. Whatever the result may be, the contest will at least have the effect of clearing the air, and showing the real feeling of the constituency. — [527, 850, 765, 924]
list-item: 23,000 acres (freehold N.Z. Bush Land, Terms, moderate. A good investment for surplus capital. — [25, 534, 266, 554]
nz-loan-office: Head Office, 1, Queen Victoria-street, Mansion House, London, E.C. — [536, 130, 756, 150]
index-entry: Common, Shelton & Co., General Merchants and Insurance Agents. — [278, 1071, 512, 1080]
tide-cell: 9.40 — [136, 153, 150, 162]
index-entry: Matthewson & Co., Spirit Merchants, &c. — [278, 1512, 422, 1522]
index-entry: Graham & Co., Wine and Spirit Merchants. — [278, 1255, 428, 1264]
soudan-heading: The Soudan War. — [1089, 504, 1215, 522]
tide-cell: Saturday, 17 — [26, 153, 67, 162]
list-item: 2,000 acres (leasehold) Pastoral and Agricultural Land, well situated. — [25, 474, 262, 484]
another-fire-text: OAMARU, May 14. At Kurow yesterday, the threshing mill and two stacks of oats were destroyed by fire. The mill was insured for £200 in the New Zealand office, and the oats for £50 in the Equitable. On the same day two uninsured stacks of oats were destroyed by fire on the Plain. The New Zealand Insurance Company offer £100 reward for the conviction of the person or persons who fired Wilsone's stacks on the 7th inst. — [1286, 410, 1531, 484]
nz-times-text: WANGANUI, May 14. Mr. G. Fitzgerald, who for the past five years has edited the Wanganui Chronicle, has been offered and has accepted the editorship of the N. Z. Times. — [1286, 359, 1531, 390]
list-item: Perigee, 25th .. 6.0 a.m. — [25, 239, 106, 249]
list-item: For Makaraka .. Mr. G. Pitcher. — [278, 733, 386, 743]
list-item: 7,190 acres (leasehold) Good Pastoral Country, well-watered, with abundance of totara timber for fencing purposes. — [25, 416, 266, 437]
accident-heading: DISTRESSING ACCIDENT. — [1318, 1012, 1499, 1027]
tide-cell: 6.34 — [169, 116, 184, 125]
tide-cell: Thursday, 15 — [26, 128, 69, 137]
